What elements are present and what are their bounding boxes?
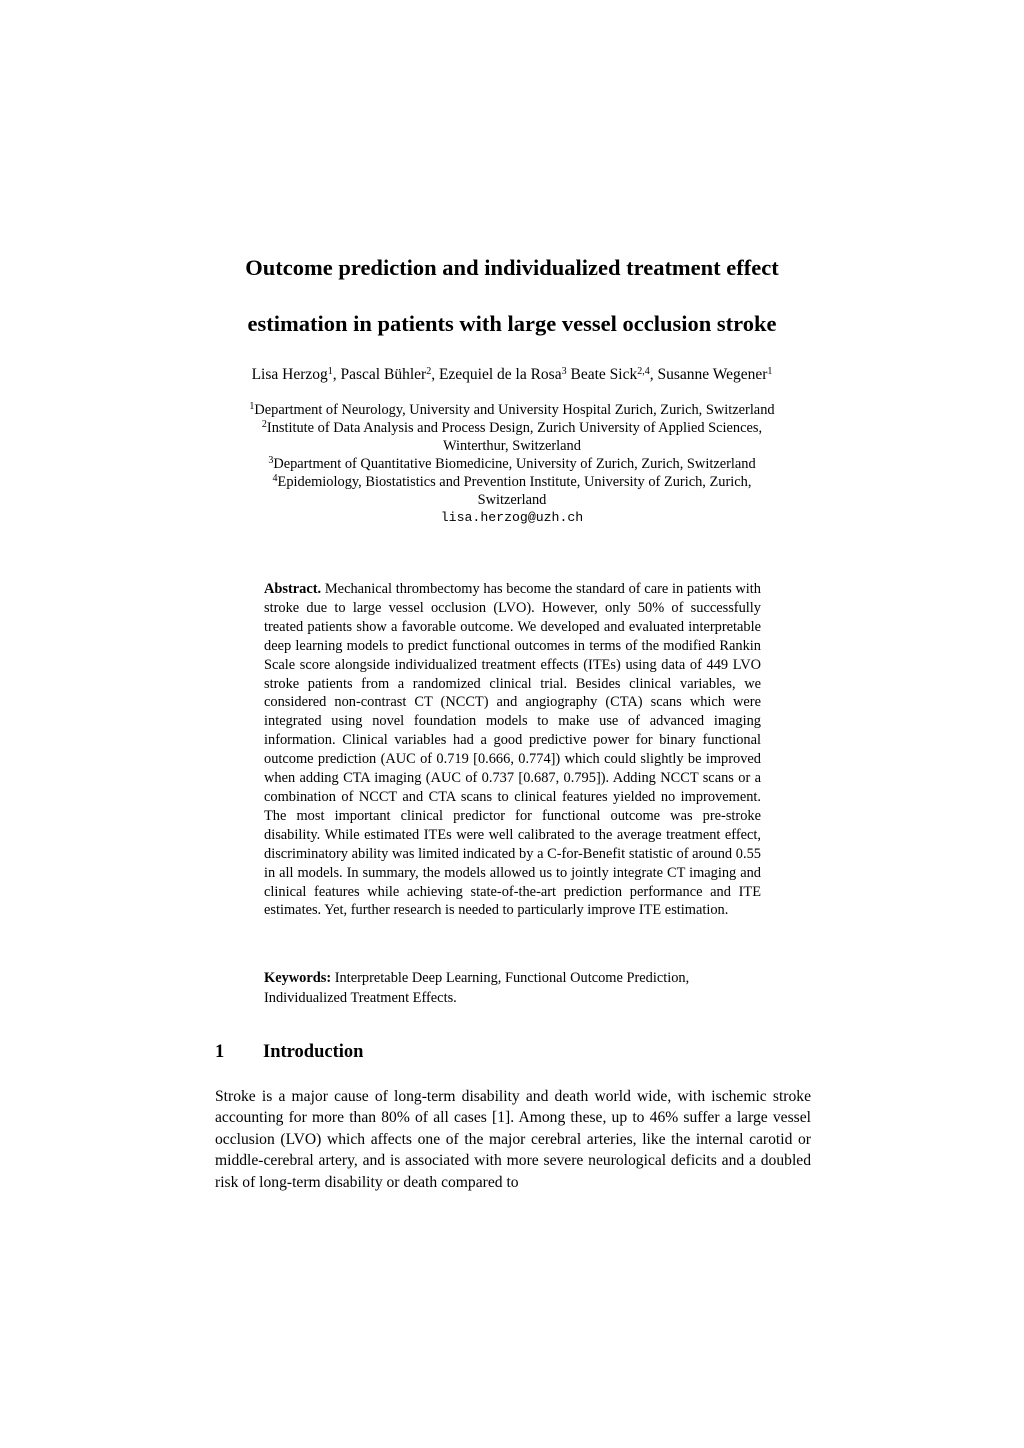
author-separator: , bbox=[332, 366, 341, 383]
affiliation-continued: Switzerland bbox=[477, 492, 547, 508]
author: Susanne Wegener bbox=[657, 366, 768, 383]
keywords-text: Interpretable Deep Learning, Functional Outcome Prediction, Individualized Treatment Effects. bbox=[264, 970, 690, 1006]
author-list bbox=[150, 366, 874, 384]
keywords bbox=[264, 969, 761, 1008]
affiliation bbox=[180, 473, 844, 491]
affiliation-text: Department of Neurology, University and University Hospital Zurich, Zurich, Switzerland bbox=[254, 402, 775, 418]
author: Pascal Bühler bbox=[340, 366, 427, 383]
affiliation-list bbox=[180, 401, 844, 527]
affiliation bbox=[180, 455, 844, 473]
affiliation-mark: 1 bbox=[249, 401, 255, 412]
section-number: 1 bbox=[215, 1042, 225, 1062]
author-affiliation-mark: 3 bbox=[561, 366, 567, 377]
affiliation-text: Epidemiology, Biostatistics and Prevention Institute, University of Zurich, Zurich, bbox=[277, 474, 752, 490]
abstract-label: Abstract. bbox=[264, 581, 322, 597]
section-title: Introduction bbox=[263, 1042, 364, 1062]
affiliation-mark: 2 bbox=[261, 419, 267, 430]
affiliation-mark: 3 bbox=[268, 455, 274, 466]
affiliation-text: Institute of Data Analysis and Process Design, Zurich University of Applied Sciences, bbox=[266, 420, 763, 436]
section-body-text: Stroke is a major cause of long-term disability and death world wide, with ischemic stroke accounting for more than 80% of all cases [1]. Among these, up to 46% suffer a large vessel occlusion (LVO) which affects one of the major cerebral arteries, like the internal carotid or middle-cerebral artery, and is associated with more severe neurological deficits and a doubled risk of long-term disability or death compared to bbox=[215, 1088, 811, 1191]
section-heading bbox=[215, 1042, 363, 1063]
affiliation bbox=[180, 419, 844, 437]
author-separator: , bbox=[431, 366, 439, 383]
affiliation-text: Department of Quantitative Biomedicine, University of Zurich, Zurich, Switzerland bbox=[273, 456, 756, 472]
author-affiliation-mark: 1 bbox=[767, 366, 773, 377]
affiliation-continued: Winterthur, Switzerland bbox=[443, 438, 581, 454]
author-affiliation-mark: 2,4 bbox=[637, 366, 650, 377]
abstract bbox=[264, 580, 761, 920]
author: Beate Sick bbox=[570, 366, 638, 383]
affiliation-mark: 4 bbox=[272, 473, 278, 484]
affiliation bbox=[180, 401, 844, 419]
author-separator: , bbox=[649, 366, 658, 383]
author-affiliation-mark: 2 bbox=[426, 366, 432, 377]
author: Ezequiel de la Rosa bbox=[438, 366, 562, 383]
author-affiliation-mark: 1 bbox=[327, 366, 333, 377]
contact-email[interactable]: lisa.herzog@uzh.ch bbox=[440, 510, 584, 525]
keywords-label: Keywords: bbox=[264, 970, 332, 986]
paper-title-line-2: estimation in patients with large vessel occlusion stroke bbox=[247, 311, 777, 336]
author: Lisa Herzog bbox=[251, 366, 328, 383]
abstract-text: Mechanical thrombectomy has become the standard of care in patients with stroke due to large vessel occlusion (LVO). However, only 50% of successfully treated patients show a favorable outcome. We developed and evaluated interpretable deep learning models to predict functional outcomes in terms of the modified Rankin Scale score alongside individualized treatment effects (ITEs) using data of 449 LVO stroke patients from a randomized clinical trial. Besides clinical variables, we considered non-contrast CT (NCCT) and angiography (CTA) scans which were integrated using novel foundation models to make use of advanced imaging information. Clinical variables had a good predictive power for binary functional outcome prediction (AUC of 0.719 [0.666, 0.774]) which could slightly be improved when adding CTA imaging (AUC of 0.737 [0.687, 0.795]). Adding NCCT scans or a combination of NCCT and CTA scans to clinical features yielded no improvement. The most important clinical predictor for functional outcome was pre-stroke disability. While estimated ITEs were well calibrated to the average treatment effect, discriminatory ability was limited indicated by a C-for-Benefit statistic of around 0.55 in all models. In summary, the models allowed us to jointly integrate CT imaging and clinical features while achieving state-of-the-art prediction performance and ITE estimates. Yet, further research is needed to particularly improve ITE estimation. bbox=[264, 581, 761, 919]
paper-title-line-1: Outcome prediction and individualized treatment effect bbox=[245, 255, 779, 280]
